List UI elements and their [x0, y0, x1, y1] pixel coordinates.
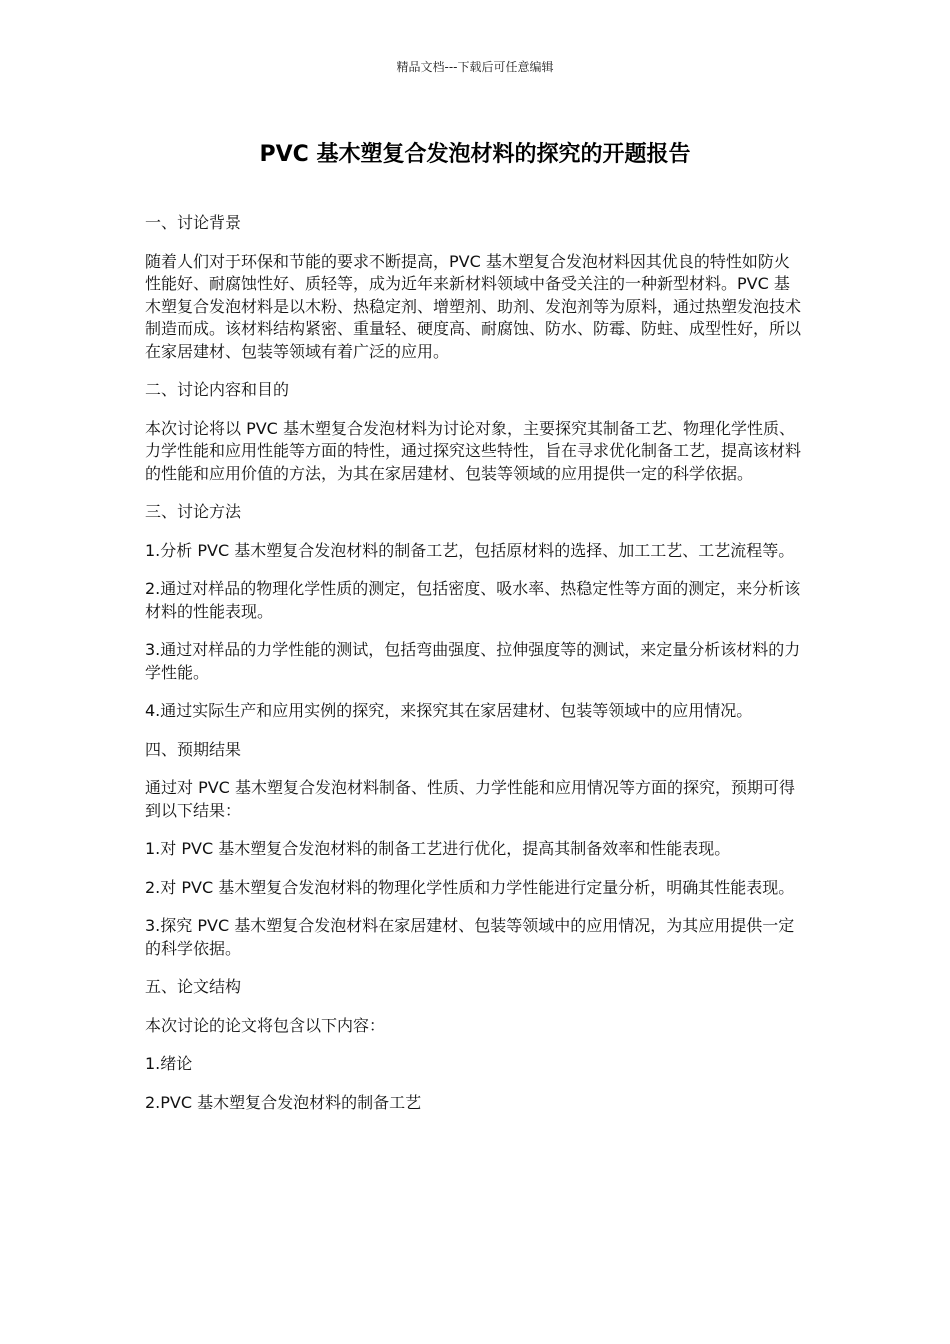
expected-result-item-2: 2.对 PVC 基木塑复合发泡材料的物理化学性质和力学性能进行定量分析，明确其性能表现。 — [145, 877, 795, 897]
section-heading-content-purpose: 二、讨论内容和目的 — [145, 380, 290, 399]
section-heading-methods: 三、讨论方法 — [145, 502, 242, 521]
method-item-1: 1.分析 PVC 基木塑复合发泡材料的制备工艺，包括原材料的选择、加工工艺、工艺流程等。 — [145, 540, 795, 560]
method-item-2: 2.通过对样品的物理化学性质的测定，包括密度、吸水率、热稳定性等方面的测定，来分析该材料的性能表现。 — [145, 579, 801, 621]
structure-item-1: 1.绪论 — [145, 1054, 193, 1073]
structure-item-2: 2.PVC 基木塑复合发泡材料的制备工艺 — [145, 1092, 422, 1112]
paragraph-background: 随着人们对于环保和节能的要求不断提高，PVC 基木塑复合发泡材料因其优良的特性如防火性能好、耐腐蚀性好、质轻等，成为近年来新材料领域中备受关注的一种新型材料。PVC 基木塑复合发泡材料是以木粉、热稳定剂、增塑剂、助剂、发泡剂等为原料，通过热塑发泡技术制造而成。该材料结构紧密、重量轻、硬度高、耐腐蚀、防水、防霉、防蛀、成型性好，所以在家居建材、包装等领域有着广泛的应用。 — [145, 251, 802, 361]
document-body — [145, 212, 805, 1130]
expected-results-intro: 通过对 PVC 基木塑复合发泡材料制备、性质、力学性能和应用情况等方面的探究，预期可得到以下结果： — [145, 778, 795, 820]
header-note: 精品文档---下载后可任意编辑 — [396, 60, 554, 74]
paragraph-content-purpose: 本次讨论将以 PVC 基木塑复合发泡材料为讨论对象，主要探究其制备工艺、物理化学性质、力学性能和应用性能等方面的特性，通过探究这些特性，旨在寻求优化制备工艺，提高该材料的性能和应用价值的方法，为其在家居建材、包装等领域的应用提供一定的科学依据。 — [145, 418, 802, 483]
expected-result-item-1: 1.对 PVC 基木塑复合发泡材料的制备工艺进行优化，提高其制备效率和性能表现。 — [145, 839, 731, 858]
structure-intro: 本次讨论的论文将包含以下内容： — [145, 1015, 386, 1035]
section-heading-structure: 五、论文结构 — [145, 977, 242, 996]
section-heading-background: 一、讨论背景 — [145, 213, 242, 232]
section-heading-expected-results: 四、预期结果 — [145, 739, 242, 759]
method-item-4: 4.通过实际生产和应用实例的探究，来探究其在家居建材、包装等领域中的应用情况。 — [145, 701, 753, 720]
expected-result-item-3: 3.探究 PVC 基木塑复合发泡材料在家居建材、包装等领域中的应用情况，为其应用提供一定的科学依据。 — [145, 916, 795, 958]
method-item-3: 3.通过对样品的力学性能的测试，包括弯曲强度、拉伸强度等的测试，来定量分析该材料的力学性能。 — [145, 640, 801, 682]
document-title: PVC 基木塑复合发泡材料的探究的开题报告 — [259, 142, 691, 167]
